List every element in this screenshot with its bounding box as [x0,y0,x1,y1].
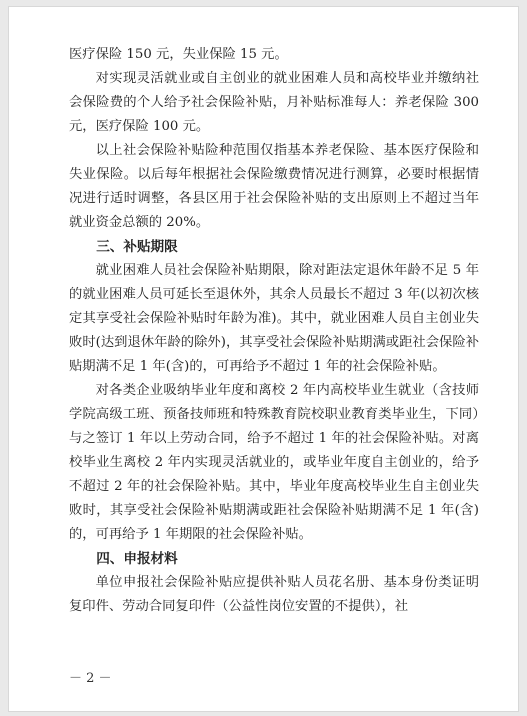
section-heading-subsidy-period: 三、补贴期限 [96,239,178,255]
page-number: － 2 － [69,671,112,686]
paragraph-subsidy-period: 就业困难人员社会保险补贴期限，除对距法定退休年龄不足 5 年的就业困难人员可延长至退休外，其余人员最长不超过 3 年(以初次核定其享受社会保险补贴时年龄为准)。其中，就业困难人员自主创业失败时(达到退休年龄的除外)，其享受社会保险补贴期满或距社会保险补贴期满不足 1 年(含)的，可再给予不超过 1 年的社会保险补贴。 [69,263,479,374]
document-page [8,6,519,712]
paragraph-graduate-subsidy: 对各类企业吸纳毕业年度和离校 2 年内高校毕业生就业（含技师学院高级工班、预备技师班和特殊教育院校职业教育类毕业生，下同）与之签订 1 年以上劳动合同，给予不超过 1 年的社会保险补贴。对离校毕业生离校 2 年内实现灵活就业的，或毕业年度自主创业的，给予不超过 2 年的社会保险补贴。其中，毕业年度高校毕业生自主创业失败时，其享受社会保险补贴期满或距社会保险补贴期满不足 1 年(含)的，可再给予 1 年期限的社会保险补贴。 [69,383,479,542]
paragraph-insurance-scope: 以上社会保险补贴险种范围仅指基本养老保险、基本医疗保险和失业保险。以后每年根据社会保险缴费情况进行测算，必要时根据情况进行适时调整，各县区用于社会保险补贴的支出原则上不超过当年就业资金总额的 20%。 [69,143,479,230]
paragraph-application-materials: 单位申报社会保险补贴应提供补贴人员花名册、基本身份类证明复印件、劳动合同复印件（公益性岗位安置的不提供），社 [69,575,479,614]
paragraph-flexible-employment-subsidy: 对实现灵活就业或自主创业的就业困难人员和高校毕业并缴纳社会保险费的个人给予社会保险补贴，月补贴标准每人：养老保险 300 元，医疗保险 100 元。 [69,71,479,134]
section-heading-application-materials: 四、申报材料 [96,551,178,567]
paragraph-continued: 医疗保险 150 元，失业保险 15 元。 [69,47,288,62]
document-body [69,43,479,619]
